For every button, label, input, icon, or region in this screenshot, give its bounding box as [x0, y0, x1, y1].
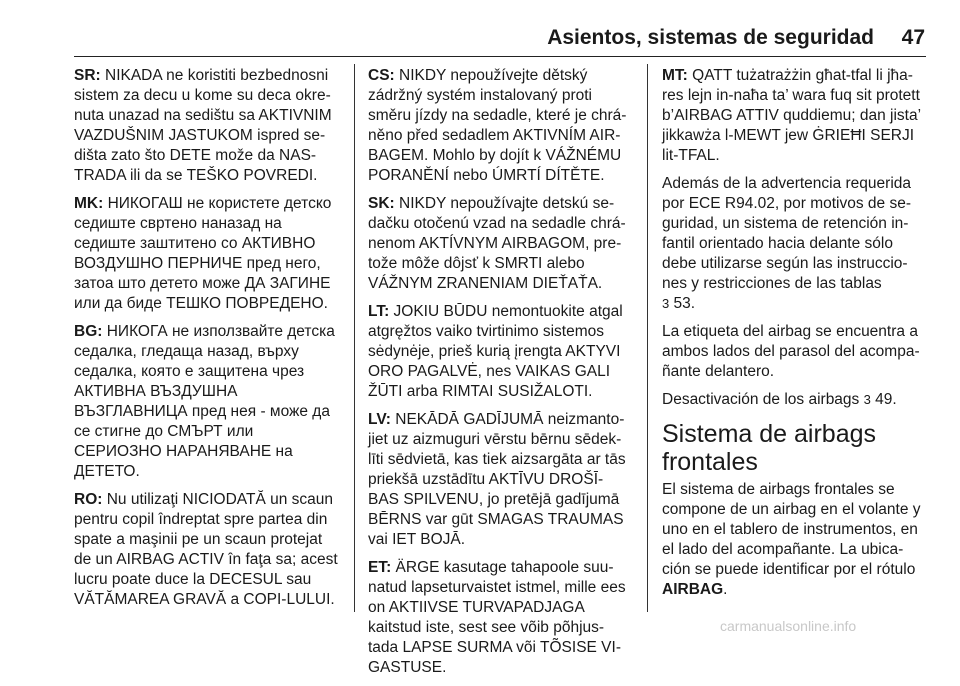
warning-paragraph — [368, 194, 632, 294]
language-code: SK: — [368, 195, 395, 212]
language-code: RO: — [74, 491, 103, 508]
body-paragraph: Además de la advertencia requerida por ECE R94.02, por motivos de se-guridad, un sistema de retención in-fantil orientado hacia delante sólo debe utilizarse según las instruccio-nes y restricciones de las tablas 3 53. — [662, 175, 912, 312]
page-reference[interactable]: 53. — [669, 295, 696, 312]
warning-paragraph — [74, 490, 342, 610]
language-code: CS: — [368, 67, 395, 84]
column-divider — [354, 64, 355, 612]
warning-text: NIKDY nepoužívejte dětský zádržný systém instalovaný proti směru jízdy na sedadle, které je chrá-něno před sedadlem AKTIVNÍM AIR-BAGEM. Mohlo by dojít k VÁŽNÉMU PORANĚNÍ nebo ÚMRTÍ DÍTĚTE. — [368, 67, 627, 184]
warning-text: NIKDY nepoužívajte detskú se-dačku otočenú vzad na sedadle chrá-nenom AKTÍVNYM AIRBAGOM, pre-tože môže dôjsť k SMRTI alebo VÁŽNYM ZRANENIAM DIEŤAŤA. — [368, 195, 626, 292]
warning-text: ÄRGE kasutage tahapoole suu-natud lapseturvaistet istmel, mille ees on AKTIIVSE TURVAPADJAGA kaitstud iste, sest see võib põhjus-tada LAPSE SURMA või TÕSISE VI-GASTUSE. — [368, 559, 626, 676]
warning-text: NEKĀDĀ GADĪJUMĀ neizmanto-jiet uz aizmuguri vērstu bērnu sēdek-līti sēdvietā, kas tiek aizsargāta ar tās priekšā uzstādītu AKTĪVU DROŠĪ-BAS SPILVENU, jo pretējā gadījumā BĒRNS var gūt SMAGAS TRAUMAS vai IET BOJĀ. — [368, 411, 626, 548]
column-right — [662, 66, 926, 608]
warning-paragraph — [368, 558, 632, 678]
warning-text: НИКОГА не използвайте детска седалка, гледаща назад, върху седалка, която е защитена чрез АКТИВНА ВЪЗДУШНА ВЪЗГЛАВНИЦА пред нея - може да се стигне до СМЪРТ или СЕРИОЗНО НАРАНЯВАНЕ на ДЕТЕТО. — [74, 323, 335, 480]
page-reference-icon: 3 — [662, 296, 670, 311]
warning-text: Nu utilizaţi NICIODATĂ un scaun pentru copil îndreptat spre partea din spate a maşinii pe un scaun protejat de un AIRBAG ACTIV în faţa sa; acest lucru poate duce la DECESUL sau VĂTĂMAREA GRAVĂ a COPI-LULUI. — [74, 491, 338, 608]
page-reference[interactable]: 49. — [870, 391, 897, 408]
section-heading: Sistema de airbags frontales — [662, 420, 877, 476]
warning-text: NIKADA ne koristiti bezbednosni sistem za decu u kome su deca okre-nuta unazad na sedištu sa AKTIVNIM VAZDUŠNIM JASTUKOM ispred se-dišta zato što DETE može da NAS-TRADA ili da se TEŠKO POVREDI. — [74, 67, 332, 184]
page-header — [0, 0, 960, 56]
language-code: LV: — [368, 411, 391, 428]
column-divider — [647, 64, 648, 612]
warning-paragraph — [368, 410, 632, 550]
column-middle — [368, 66, 632, 686]
airbag-label: AIRBAG — [662, 581, 724, 598]
page-title: Asientos, sistemas de seguridad — [547, 26, 874, 49]
warning-paragraph — [368, 66, 632, 186]
language-code: MT: — [662, 67, 688, 84]
warning-paragraph — [74, 194, 342, 314]
language-code: BG: — [74, 323, 103, 340]
language-code: SR: — [74, 67, 101, 84]
page-reference-icon: 3 — [863, 392, 871, 407]
warning-paragraph — [662, 66, 926, 166]
warning-text: JOKIU BŪDU nemontuokite atgal atgręžtos vaiko tvirtinimo sistemos sėdynėje, prieš kurią įrengta AKTYVI ORO PAGALVĖ, nes VAIKAS GALI ŽŪTI arba RIMTAI SUSIŽALOTI. — [368, 303, 623, 400]
warning-text: НИКОГАШ не користете детско седиште свртено наназад на седиште заштитено со АКТИВНО ВОЗДУШНО ПЕРНИЧЕ пред него, затоа што детето може ДА ЗАГИНЕ или да биде ТЕШКО ПОВРЕДЕНО. — [74, 195, 332, 312]
warning-text: QATT tużatrażżin għat-tfal li jħa-res lejn in-naħa ta’ wara fuq sit protett b’AIRBAG ATTIV quddiemu; dan jista’ jikkawża l-MEWT jew ĠRIEĦI SERJI lit-TFAL. — [662, 67, 921, 164]
language-code: ET: — [368, 559, 392, 576]
page-number: 47 — [901, 26, 925, 49]
body-paragraph: El sistema de airbags frontales se compone de un airbag en el volante y uno en el tablero de instrumentos, en el lado del acompañante. La ubica-ción se puede identificar por el rótulo AIRBAG. — [662, 481, 921, 598]
header-divider — [74, 56, 926, 57]
body-paragraph: La etiqueta del airbag se encuentra a ambos lados del parasol del acompa-ñante delantero. — [662, 323, 920, 380]
language-code: MK: — [74, 195, 104, 212]
column-left — [74, 66, 342, 618]
warning-paragraph — [74, 322, 342, 482]
watermark: carmanualsonline.info — [720, 618, 857, 634]
warning-paragraph — [74, 66, 342, 186]
language-code: LT: — [368, 303, 390, 320]
warning-paragraph — [368, 302, 632, 402]
body-paragraph: Desactivación de los airbags 3 49. — [662, 391, 897, 408]
